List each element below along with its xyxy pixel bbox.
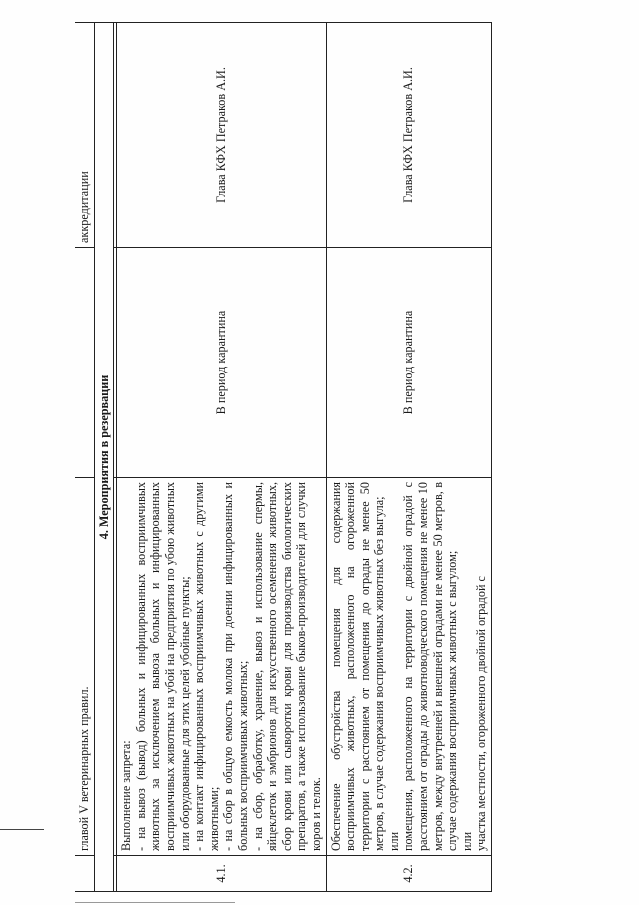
page-bottom-rule [75,902,235,903]
responsible-cell: Глава КФХ Петраков А.И. [326,23,492,248]
continued-text: главой V ветеринарных правил. [75,478,94,856]
measure-text [117,478,326,856]
period-cell: В период карантина [326,248,492,478]
row-number: 4.1. [117,856,326,892]
margin-mark [0,829,44,830]
responsible-cell: Глава КФХ Петраков А.И. [117,23,326,248]
period-cell: В период карантина [117,248,326,478]
section-row [94,23,114,892]
measure-line: помещения, расположенного на территории с двойной оградой с расстоянием от ограды до животноводческого помещения не менее 10 метров, между внутренней и внешней оградами не менее 50 метров, в случае содержания восприимчивых животных с выгулом; [401,482,460,851]
section-title: 4. Мероприятия в резервации [94,23,114,892]
measure-line: или [386,831,401,851]
measure-line: Обеспечение обустройства помещения для содержания восприимчивых животных, расположенного на огороженной территории с расстоянием от помещения до ограды не менее 50 метров, в случае содержания восприимчивых животных без выгула; [328,482,387,851]
table-row [117,23,326,892]
measure-line: или [459,831,474,851]
row-number: 4.2. [326,856,492,892]
measure-line: - на вывоз (вывод) больных и инфицированных восприимчивых животных за исключением вывоза больных и инфицированных восприимчивых животных на убой на предприятия по убою животных или оборудованные для этих целей убойные пункты; [133,482,192,851]
table-row [326,23,492,892]
measure-line: участка местности, огороженного двойной оградой с [474,576,489,851]
measure-line: - на контакт инфицированных восприимчивых животных с другими животными; [192,482,221,851]
continued-responsible: аккредитации [75,23,94,248]
measures-table [75,22,492,892]
rotated-document [75,23,594,892]
measure-line: - на сбор, обработку, хранение, вывоз и использование спермы, яйцеклеток и эмбрионов для искусственного осеменения животных, сбор крови или сыворотки крови для производства биологических препаратов, а также использование быков-производителей для случки коров и телок. [250,482,323,851]
table-row-continuation [75,23,94,892]
measure-line: - на сбор в общую емкость молока при доении инфицированных и больных восприимчивых животных; [221,482,250,851]
measure-line: Выполнение запрета: [119,740,134,851]
measure-text [326,478,492,856]
